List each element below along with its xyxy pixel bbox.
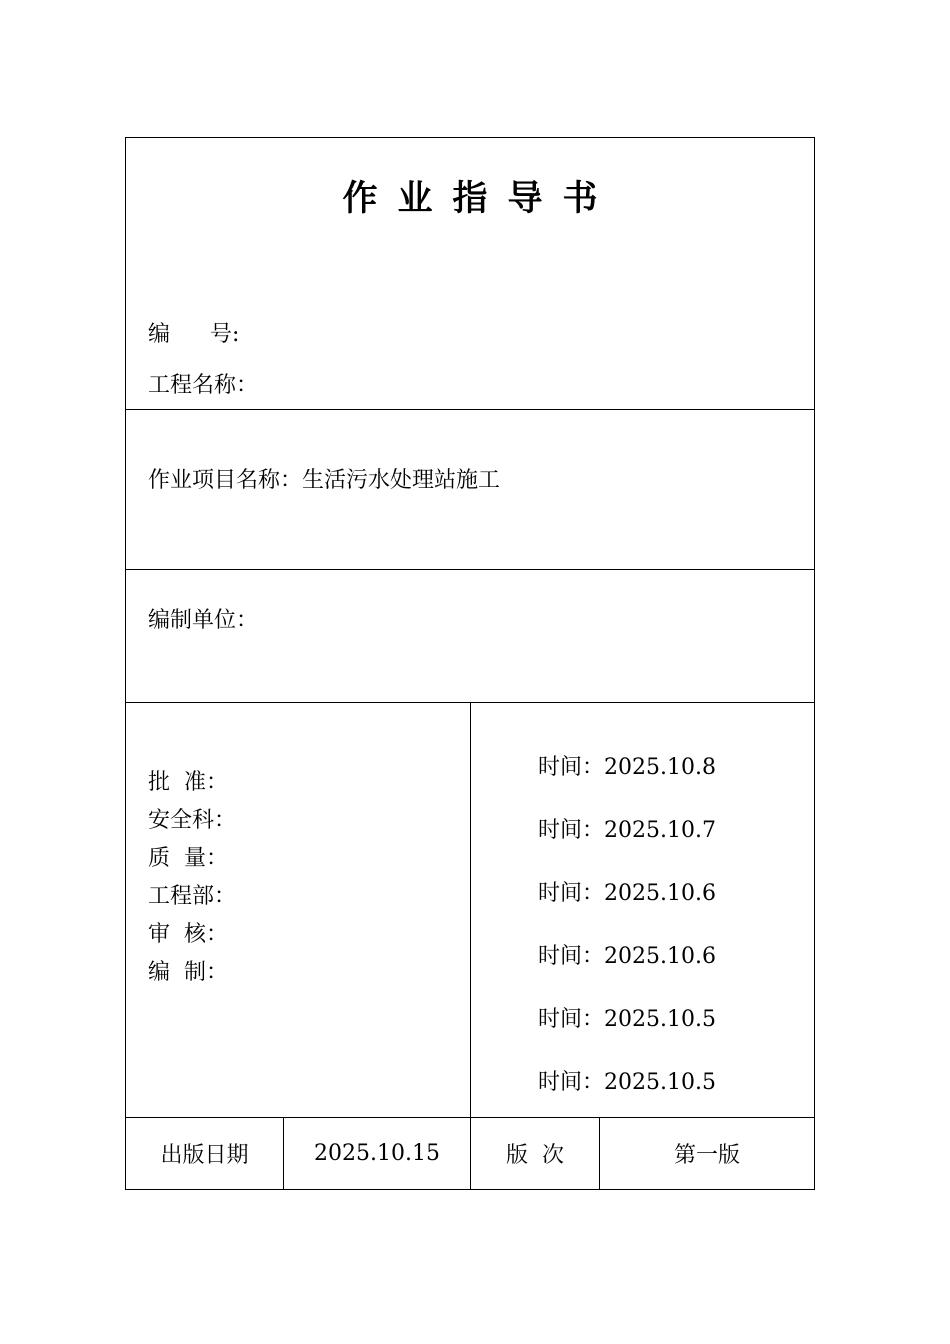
unit-label: 编制单位： [148,608,259,633]
number-label [148,320,239,350]
work-item-section [126,410,814,570]
header-section [126,138,814,410]
document-title: 作业指导书 [342,178,618,219]
project-name-label: 工程名称： [148,373,259,398]
role-engineering: 工程部： [148,884,237,909]
instruction-sheet [125,137,815,1190]
edition-label: 版 次 [471,1118,600,1189]
time-review: 时间：2025.10.5 [538,1007,716,1032]
footer-section [126,1118,814,1189]
role-review: 审 核： [148,922,228,947]
role-approve: 批 准： [148,770,228,795]
role-safety: 安全科： [148,808,237,833]
signature-section [126,703,814,1118]
signature-time-list [538,753,716,1131]
time-approve: 时间：2025.10.8 [538,755,716,780]
signature-roles-cell [126,703,471,1117]
edition-value: 第一版 [673,1143,740,1168]
time-compile: 时间：2025.10.5 [538,1070,716,1095]
role-quality: 质 量： [148,846,228,871]
work-item-label: 作业项目名称：生活污水处理站施工 [148,468,501,493]
unit-section [126,570,814,703]
number-label-b: 号: [210,322,240,347]
publish-date-label: 出版日期 [126,1118,284,1189]
signature-role-list [148,764,236,992]
role-compile: 编 制： [148,960,228,985]
publish-date-value: 2025.10.15 [284,1118,471,1189]
time-quality: 时间：2025.10.6 [538,881,716,906]
number-label-a: 编 [148,322,171,347]
time-safety: 时间：2025.10.7 [538,818,716,843]
time-engineering: 时间：2025.10.6 [538,944,716,969]
